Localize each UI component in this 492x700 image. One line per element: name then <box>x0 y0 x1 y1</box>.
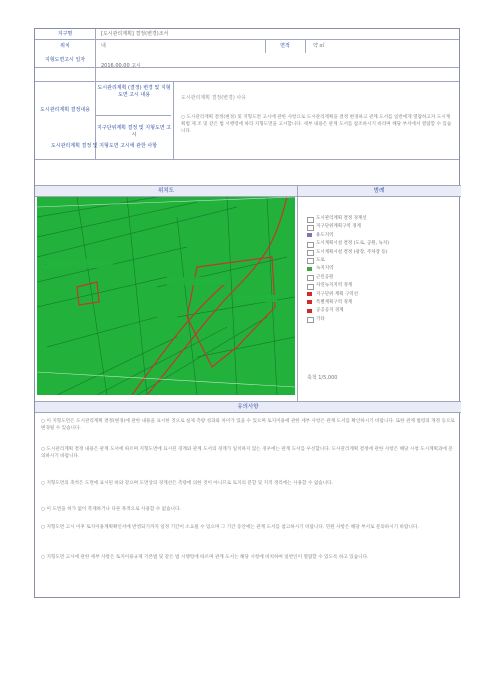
long-note: 도시관리계획 결정 및 지형도면 고시에 관한 사항 <box>50 143 158 149</box>
area-label: 면적 <box>280 43 290 49</box>
legend-section-title: 범례 <box>373 188 385 194</box>
map-section-title: 위치도 <box>158 188 174 194</box>
row-divider <box>35 39 459 40</box>
note-paragraph-6: ○ 지형도면 고시에 관한 세부 사항은 토지이용규제 기본법 및 같은 법 시행령에 따르며 관계 도서는 해당 시청에 비치하여 일반인이 열람할 수 있도록 하고 있습니다. <box>41 555 369 560</box>
col-divider <box>305 39 306 53</box>
location-map[interactable] <box>37 197 295 395</box>
col-divider <box>173 81 174 159</box>
col-divider <box>265 39 266 53</box>
legend-item: 자연녹지지역 경계 <box>307 282 457 290</box>
note-paragraph-3: ○ 지형도면의 축척은 도면에 표시된 바와 같으며 도면상의 경계선은 측량에 의한 것이 아니므로 토지의 분할 및 지적 정리에는 사용할 수 없습니다. <box>41 481 334 486</box>
row-divider <box>95 115 171 116</box>
reason-body: ○ 도시관리계획 결정(변경) 및 지형도면 고시에 관한 사항으로 도시관리계획을 결정 변경하고 관계 도서를 일반에게 열람하고자 도시계획법 제 조 및 같은 법 시행령에 따라 지형도면을 고시합니다. 세부 내용은 관계 도서를 참조하시기 바라며 해당 부서에서 열람할 수 있습니다. <box>181 115 452 134</box>
col-divider <box>95 29 96 81</box>
map-scale: 축척 1/5,000 <box>307 375 338 381</box>
legend-swatch <box>307 250 314 256</box>
legend-swatch <box>307 284 314 290</box>
legend-section-bar <box>297 185 461 197</box>
note-paragraph-2: ○ 도시관리계획 결정 내용은 관계 도서에 따르며 지형도면에 표시된 경계와 관계 도서의 경계가 일치하지 않는 경우에는 관계 도서를 우선합니다. 도시관리계획 결정에 관한 사항은 해당 시청 도시계획과에 문의하시기 바랍니다. <box>41 447 453 459</box>
col-divider <box>297 185 298 401</box>
row3-value: 2016.00.00 고시 <box>101 63 141 69</box>
row1-label: 지구명 <box>57 31 73 37</box>
decision-cell-2: 지구단위계획 결정 및 지형도면 고시 <box>97 125 171 138</box>
notice-sheet <box>34 28 460 598</box>
legend-item: 도시계획시설 결정 (도로, 공원, 녹지) <box>307 240 457 248</box>
legend-item: 지구단위 계획 구역선 <box>307 291 457 299</box>
legend-swatch <box>307 267 312 271</box>
legend-swatch <box>307 300 312 304</box>
legend-item: 기타 <box>307 316 457 324</box>
legend-item: 도시계획시설 결정 (광장, 주차장 등) <box>307 249 457 257</box>
note-paragraph-5: ○ 지형도면 고시 이후 토지이용계획확인서에 반영되기까지 일정 기간이 소요될 수 있으며 그 기간 동안에는 관계 도서를 참고하시기 바랍니다. 민원 사항은 해당 부서로 문의하시기 바랍니다. <box>41 525 419 530</box>
legend <box>307 215 457 324</box>
row-divider <box>35 81 459 82</box>
note-paragraph-4: ○ 이 도면을 허가 없이 복제하거나 다른 목적으로 사용할 수 없습니다. <box>41 507 181 512</box>
legend-swatch <box>307 233 312 237</box>
legend-swatch <box>307 225 314 231</box>
row2-value: 내 <box>101 43 106 49</box>
legend-swatch <box>307 258 314 264</box>
legend-item: 용도지역 <box>307 232 457 240</box>
legend-item: 도시관리계획 결정 경계선 <box>307 215 457 223</box>
area-value: 약 ㎡ <box>313 43 325 49</box>
legend-swatch <box>307 275 314 281</box>
legend-item: 녹지지역 <box>307 265 457 273</box>
row3-label: 지형도면고시 일자 <box>44 57 86 63</box>
legend-swatch <box>307 217 314 223</box>
map-drawing <box>37 197 295 395</box>
decision-cell-1: 도시관리계획 (결정) 변경 및 지형도면 고시 내용 <box>97 85 171 98</box>
legend-item: 도로 <box>307 257 457 265</box>
legend-swatch <box>307 317 314 323</box>
map-section-bar <box>35 185 297 197</box>
decision-label: 도시관리계획 결정내용 <box>40 107 90 113</box>
note-paragraph-1: ○ 이 지형도면은 도시관리계획 결정(변경)에 관한 내용을 표시한 것으로 실제 측량 성과와 차이가 있을 수 있으며 토지이용에 관한 세부 사항은 관계 도서를 확인하시기 바랍니다. 또한 관계 법령의 개정 등으로 변경될 수 있습니다. <box>41 419 455 431</box>
row2-label: 위치 <box>60 43 70 49</box>
legend-item: 특별계획구역 경계 <box>307 299 457 307</box>
notes-section-bar <box>35 401 461 413</box>
svg-text:·: · <box>45 262 47 268</box>
legend-swatch <box>307 292 312 296</box>
legend-swatch <box>307 309 312 313</box>
legend-swatch <box>307 242 314 248</box>
notes-section-title: 유의사항 <box>237 404 259 410</box>
legend-item: 지구단위계획구역 경계 <box>307 223 457 231</box>
row1-value: [도시관리계획] 결정(변경)조서 <box>101 31 169 37</box>
legend-item: 근린공원 <box>307 274 457 282</box>
row-divider <box>35 159 459 160</box>
legend-item: 공공공지 경계 <box>307 307 457 315</box>
reason-heading: 도시관리계획 결정(변경) 사유 <box>181 95 247 101</box>
